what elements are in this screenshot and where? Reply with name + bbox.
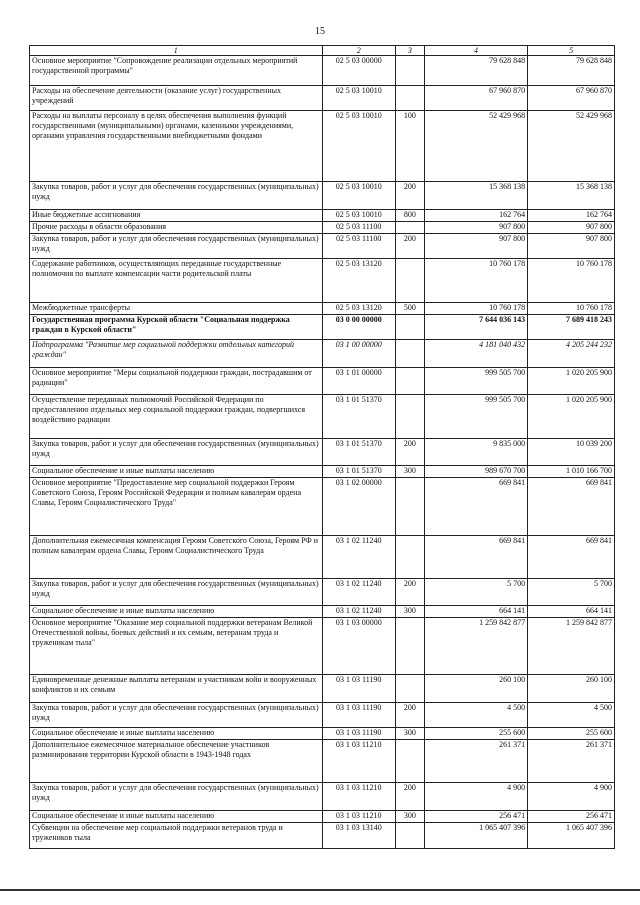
row-code-cell: 02 5 03 00000: [322, 56, 395, 86]
row-name-cell: Социальное обеспечение и иные выплаты населению: [30, 606, 323, 618]
row-amount-2-cell: 907 800: [528, 222, 615, 234]
row-code-cell: 02 5 03 13120: [322, 303, 395, 315]
row-code-cell: 03 1 01 51370: [322, 395, 395, 439]
row-amount-2-cell: 4 900: [528, 783, 615, 811]
table-row: [30, 234, 615, 259]
row-name-cell: Закупка товаров, работ и услуг для обеспечения государственных (муниципальных) нужд: [30, 783, 323, 811]
table-row: [30, 210, 615, 222]
table-row: [30, 618, 615, 675]
row-code-cell: 02 5 03 11100: [322, 222, 395, 234]
row-expense-type-cell: 200: [395, 783, 424, 811]
row-amount-1-cell: 4 500: [424, 703, 527, 728]
row-amount-2-cell: 260 100: [528, 675, 615, 703]
row-amount-2-cell: 255 600: [528, 728, 615, 740]
row-amount-1-cell: 907 800: [424, 234, 527, 259]
row-amount-1-cell: 1 065 407 396: [424, 823, 527, 849]
row-amount-1-cell: 9 835 000: [424, 439, 527, 466]
row-code-cell: 03 1 03 11210: [322, 811, 395, 823]
row-amount-2-cell: 669 841: [528, 478, 615, 536]
table-row: [30, 222, 615, 234]
row-amount-1-cell: 255 600: [424, 728, 527, 740]
row-amount-2-cell: 10 039 200: [528, 439, 615, 466]
row-name-cell: Основное мероприятие "Оказание мер социальной поддержки ветеранам Великой Отечественной войны, боевых действий и их семьям, ветеранам труда и труженикам тыла": [30, 618, 323, 675]
row-name-cell: Социальное обеспечение и иные выплаты населению: [30, 811, 323, 823]
row-amount-2-cell: 52 429 968: [528, 111, 615, 182]
row-expense-type-cell: [395, 368, 424, 395]
row-amount-1-cell: 10 760 178: [424, 259, 527, 303]
row-code-cell: 03 0 00 00000: [322, 315, 395, 340]
row-name-cell: Расходы на выплаты персоналу в целях обеспечения выполнения функций государственными (муниципальными) органами, казенными учреждениями, органами управления государственными внебюджетными фондами: [30, 111, 323, 182]
row-expense-type-cell: [395, 536, 424, 579]
table-row: [30, 439, 615, 466]
table-row: [30, 111, 615, 182]
column-header-amount-1: 4: [424, 46, 527, 56]
row-code-cell: 03 1 01 51370: [322, 439, 395, 466]
table-row: [30, 703, 615, 728]
row-code-cell: 03 1 02 11240: [322, 606, 395, 618]
row-amount-1-cell: 5 700: [424, 579, 527, 606]
row-expense-type-cell: [395, 740, 424, 783]
row-expense-type-cell: 300: [395, 728, 424, 740]
row-amount-2-cell: 4 205 244 232: [528, 340, 615, 368]
row-name-cell: Единовременные денежные выплаты ветеранам и участникам войн и вооруженных конфликтов и их семьям: [30, 675, 323, 703]
table-row: [30, 811, 615, 823]
row-name-cell: Межбюджетные трансферты: [30, 303, 323, 315]
row-amount-2-cell: 10 760 178: [528, 303, 615, 315]
table-row: [30, 303, 615, 315]
row-name-cell: Закупка товаров, работ и услуг для обеспечения государственных (муниципальных) нужд: [30, 234, 323, 259]
page-number: 15: [315, 26, 325, 37]
row-amount-1-cell: 669 841: [424, 536, 527, 579]
row-expense-type-cell: 200: [395, 703, 424, 728]
row-code-cell: 02 5 03 10010: [322, 111, 395, 182]
row-name-cell: Субвенции на обеспечение мер социальной поддержки ветеранов труда и тружеников тыла: [30, 823, 323, 849]
row-expense-type-cell: [395, 675, 424, 703]
row-name-cell: Подпрограмма "Развитие мер социальной поддержки отдельных категорий граждан": [30, 340, 323, 368]
table-row: [30, 478, 615, 536]
row-code-cell: 02 5 03 10010: [322, 210, 395, 222]
row-code-cell: 02 5 03 10010: [322, 86, 395, 111]
row-name-cell: Осуществление переданных полномочий Российской Федерации по предоставлению отдельных мер социальной поддержки граждан, подвергшихся воздействию радиации: [30, 395, 323, 439]
row-code-cell: 02 5 03 11100: [322, 234, 395, 259]
budget-table: [29, 45, 615, 849]
row-amount-1-cell: 999 505 700: [424, 368, 527, 395]
row-name-cell: Социальное обеспечение и иные выплаты населению: [30, 728, 323, 740]
row-amount-2-cell: 7 689 418 243: [528, 315, 615, 340]
row-expense-type-cell: 500: [395, 303, 424, 315]
table-row: [30, 823, 615, 849]
row-expense-type-cell: 300: [395, 466, 424, 478]
row-name-cell: Закупка товаров, работ и услуг для обеспечения государственных (муниципальных) нужд: [30, 579, 323, 606]
row-name-cell: Основное мероприятие "Меры социальной поддержки граждан, пострадавшим от радиации": [30, 368, 323, 395]
row-amount-2-cell: 1 020 205 900: [528, 368, 615, 395]
table-row: [30, 395, 615, 439]
row-amount-1-cell: 261 371: [424, 740, 527, 783]
row-code-cell: 03 1 03 11190: [322, 675, 395, 703]
table-row: [30, 259, 615, 303]
column-header-expense-type: 3: [395, 46, 424, 56]
row-amount-2-cell: 1 065 407 396: [528, 823, 615, 849]
row-amount-1-cell: 4 900: [424, 783, 527, 811]
row-name-cell: Государственная программа Курской области "Социальная поддержка граждан в Курской области": [30, 315, 323, 340]
row-expense-type-cell: [395, 315, 424, 340]
table-row: [30, 728, 615, 740]
row-code-cell: 03 1 03 11190: [322, 703, 395, 728]
row-name-cell: Закупка товаров, работ и услуг для обеспечения государственных (муниципальных) нужд: [30, 703, 323, 728]
table-row: [30, 315, 615, 340]
row-amount-1-cell: 669 841: [424, 478, 527, 536]
row-amount-2-cell: 1 020 205 900: [528, 395, 615, 439]
row-expense-type-cell: 300: [395, 811, 424, 823]
row-name-cell: Прочие расходы в области образования: [30, 222, 323, 234]
row-amount-2-cell: 1 259 842 877: [528, 618, 615, 675]
table-header-row: [30, 46, 615, 56]
row-amount-1-cell: 15 368 138: [424, 182, 527, 210]
row-amount-2-cell: 1 010 166 700: [528, 466, 615, 478]
row-expense-type-cell: [395, 395, 424, 439]
table-row: [30, 783, 615, 811]
row-name-cell: Основное мероприятие "Предоставление мер социальной поддержки Героям Советского Союза, Героям Российской Федерации и полным кавалерам ордена Славы, Героям Социалистического Труда": [30, 478, 323, 536]
row-amount-2-cell: 15 368 138: [528, 182, 615, 210]
row-code-cell: 03 1 01 51370: [322, 466, 395, 478]
row-name-cell: Дополнительное ежемесячное материальное обеспечение участников разминирования территории Курской области в 1943-1948 годах: [30, 740, 323, 783]
row-code-cell: 03 1 03 11210: [322, 740, 395, 783]
row-amount-2-cell: 256 471: [528, 811, 615, 823]
table-row: [30, 182, 615, 210]
row-code-cell: 03 1 03 00000: [322, 618, 395, 675]
table-row: [30, 675, 615, 703]
row-amount-2-cell: 261 371: [528, 740, 615, 783]
row-expense-type-cell: 100: [395, 111, 424, 182]
table-row: [30, 536, 615, 579]
row-expense-type-cell: 800: [395, 210, 424, 222]
row-name-cell: Закупка товаров, работ и услуг для обеспечения государственных (муниципальных) нужд: [30, 439, 323, 466]
table-body: [30, 56, 615, 849]
row-expense-type-cell: [395, 86, 424, 111]
table-row: [30, 56, 615, 86]
column-header-name: 1: [30, 46, 323, 56]
row-code-cell: 03 1 02 11240: [322, 536, 395, 579]
row-expense-type-cell: 200: [395, 182, 424, 210]
row-amount-1-cell: 664 141: [424, 606, 527, 618]
row-amount-2-cell: 5 700: [528, 579, 615, 606]
row-amount-1-cell: 907 800: [424, 222, 527, 234]
row-name-cell: Социальное обеспечение и иные выплаты населению: [30, 466, 323, 478]
row-expense-type-cell: [395, 259, 424, 303]
row-amount-1-cell: 999 505 700: [424, 395, 527, 439]
row-amount-2-cell: 664 141: [528, 606, 615, 618]
row-amount-2-cell: 4 500: [528, 703, 615, 728]
row-code-cell: 03 1 02 00000: [322, 478, 395, 536]
row-expense-type-cell: [395, 618, 424, 675]
row-amount-2-cell: 162 764: [528, 210, 615, 222]
page-bottom-rule: [0, 889, 640, 891]
row-amount-1-cell: 162 764: [424, 210, 527, 222]
row-amount-2-cell: 10 760 178: [528, 259, 615, 303]
row-name-cell: Основное мероприятие "Сопровождение реализации отдельных мероприятий государственной программы": [30, 56, 323, 86]
row-name-cell: Содержание работников, осуществляющих переданные государственные полномочия по выплате компенсации части родительской платы: [30, 259, 323, 303]
row-expense-type-cell: [395, 340, 424, 368]
table-row: [30, 606, 615, 618]
row-expense-type-cell: 200: [395, 234, 424, 259]
row-amount-1-cell: 10 760 178: [424, 303, 527, 315]
column-header-code: 2: [322, 46, 395, 56]
row-name-cell: Дополнительная ежемесячная компенсация Героям Советского Союза, Героям РФ и полным кавалерам ордена Славы, Героям Социалистического Труда: [30, 536, 323, 579]
row-expense-type-cell: 300: [395, 606, 424, 618]
row-name-cell: Закупка товаров, работ и услуг для обеспечения государственных (муниципальных) нужд: [30, 182, 323, 210]
table-row: [30, 466, 615, 478]
row-expense-type-cell: [395, 56, 424, 86]
row-code-cell: 02 5 03 13120: [322, 259, 395, 303]
row-amount-1-cell: 256 471: [424, 811, 527, 823]
row-amount-1-cell: 989 670 700: [424, 466, 527, 478]
row-amount-2-cell: 669 841: [528, 536, 615, 579]
row-amount-1-cell: 260 100: [424, 675, 527, 703]
row-code-cell: 03 1 00 00000: [322, 340, 395, 368]
row-code-cell: 03 1 01 00000: [322, 368, 395, 395]
row-code-cell: 02 5 03 10010: [322, 182, 395, 210]
table-row: [30, 740, 615, 783]
row-amount-2-cell: 79 628 848: [528, 56, 615, 86]
row-amount-2-cell: 67 960 870: [528, 86, 615, 111]
row-code-cell: 03 1 03 11190: [322, 728, 395, 740]
row-expense-type-cell: 200: [395, 579, 424, 606]
table-row: [30, 86, 615, 111]
row-amount-1-cell: 4 181 040 432: [424, 340, 527, 368]
row-amount-1-cell: 7 644 036 143: [424, 315, 527, 340]
row-name-cell: Расходы на обеспечение деятельности (оказание услуг) государственных учреждений: [30, 86, 323, 111]
row-code-cell: 03 1 03 13140: [322, 823, 395, 849]
column-header-amount-2: 5: [528, 46, 615, 56]
row-expense-type-cell: [395, 478, 424, 536]
row-name-cell: Иные бюджетные ассигнования: [30, 210, 323, 222]
row-code-cell: 03 1 03 11210: [322, 783, 395, 811]
row-expense-type-cell: [395, 823, 424, 849]
row-amount-2-cell: 907 800: [528, 234, 615, 259]
table-row: [30, 579, 615, 606]
row-amount-1-cell: 52 429 968: [424, 111, 527, 182]
row-amount-1-cell: 67 960 870: [424, 86, 527, 111]
row-expense-type-cell: 200: [395, 439, 424, 466]
row-code-cell: 03 1 02 11240: [322, 579, 395, 606]
table-row: [30, 368, 615, 395]
row-amount-1-cell: 1 259 842 877: [424, 618, 527, 675]
row-expense-type-cell: [395, 222, 424, 234]
row-amount-1-cell: 79 628 848: [424, 56, 527, 86]
table-row: [30, 340, 615, 368]
